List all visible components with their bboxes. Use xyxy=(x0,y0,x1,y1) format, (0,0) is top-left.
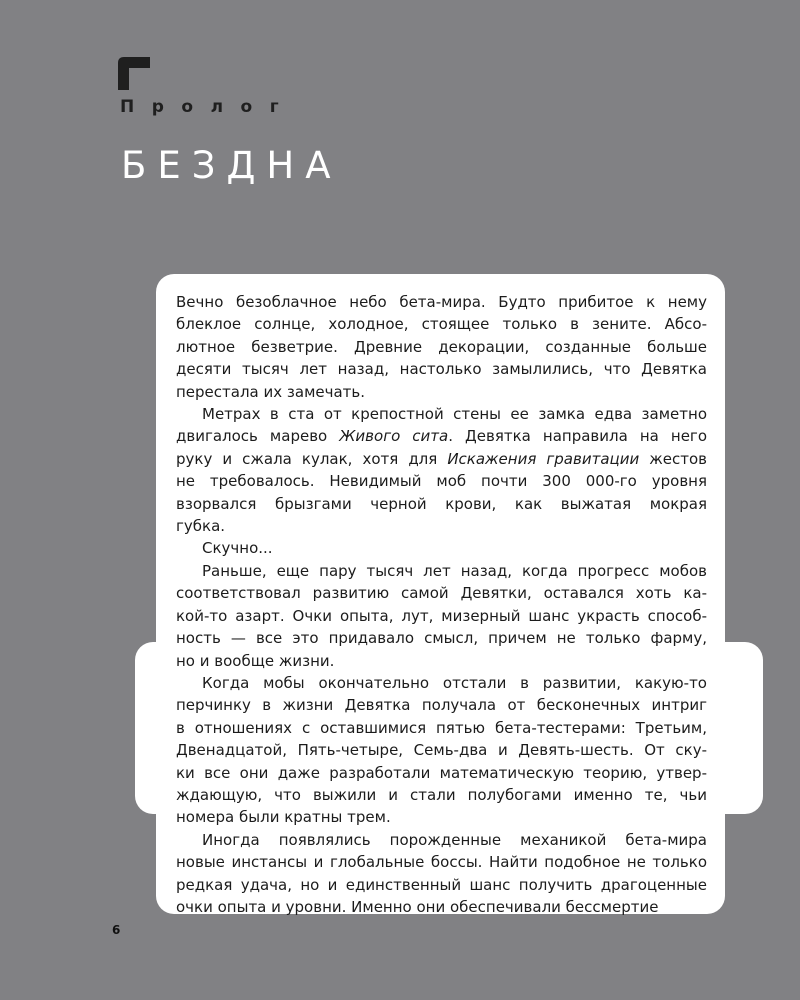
text-line: перчинку в жизни Девятка получала от бесконечных интриг xyxy=(176,696,707,715)
text-line: губка. xyxy=(176,517,226,536)
text-line: ки все они даже разработали математическую теорию, утвер- xyxy=(176,763,707,782)
paragraph xyxy=(176,403,707,537)
text-line: Раньше, еще пару тысяч лет назад, когда прогресс мобов xyxy=(202,561,707,580)
text-line: двигалось марево Живого сита. Девятка направила на него xyxy=(176,427,707,446)
text-line: ждающую, что выжили и стали полубогами именно те, чьи xyxy=(176,785,707,804)
text-line: лютное безветрие. Древние декорации, созданные больше xyxy=(176,337,707,356)
text-line: новые инстансы и глобальные боссы. Найти подобное не только xyxy=(176,853,707,872)
text-line: руку и сжала кулак, хотя для Искажения гравитации жестов xyxy=(176,449,707,468)
body-text xyxy=(176,291,707,918)
italic-phrase: Живого сита xyxy=(339,427,449,446)
text-line: не требовалось. Невидимый моб почти 300 000-го уровня xyxy=(176,472,707,491)
italic-phrase: Искажения гравитации xyxy=(447,449,640,468)
paragraph xyxy=(176,560,707,672)
paragraph xyxy=(176,537,707,559)
text-line: Метрах в ста от крепостной стены ее замка едва заметно xyxy=(202,405,707,424)
text-line: в отношениях с оставшимися пятью бета-тестерами: Третьим, xyxy=(176,718,707,737)
text-line: Когда мобы окончательно отстали в развитии, какую-то xyxy=(202,673,707,692)
text-line: но и вообще жизни. xyxy=(176,651,335,670)
text-line: кой-то азарт. Очки опыта, лут, мизерный шанс украсть способ- xyxy=(176,606,707,625)
chapter-label: Пролог xyxy=(120,97,297,117)
paragraph xyxy=(176,829,707,919)
page-number: 6 xyxy=(112,923,121,937)
text-line: перестала их замечать. xyxy=(176,382,366,401)
text-line: номера были кратны трем. xyxy=(176,808,391,827)
text-line: ность — все это придавало смысл, причем не только фарму, xyxy=(176,629,707,648)
text-line: редкая удача, но и единственный шанс получить драгоценные xyxy=(176,875,707,894)
corner-bracket-icon xyxy=(118,57,150,90)
text-line: блеклое солнце, холодное, стоящее только в зените. Абсо- xyxy=(176,315,707,334)
text-line: Иногда появлялись порожденные механикой бета-мира xyxy=(202,830,707,849)
text-line: Вечно безоблачное небо бета-мира. Будто прибитое к нему xyxy=(176,293,707,311)
chapter-title: БЕЗДНА xyxy=(121,144,342,187)
text-line: Двенадцатой, Пять-четыре, Семь-два и Девять-шесть. От ску- xyxy=(176,741,707,760)
paragraph xyxy=(176,291,707,403)
text-line: очки опыта и уровни. Именно они обеспечивали бессмертие xyxy=(176,897,659,916)
paragraph xyxy=(176,672,707,829)
text-line: Скучно... xyxy=(202,539,273,558)
text-line: десяти тысяч лет назад, настолько замылились, что Девятка xyxy=(176,360,707,379)
text-line: соответствовал развитию самой Девятки, оставался хоть ка- xyxy=(176,584,707,603)
text-line: взорвался брызгами черной крови, как выжатая мокрая xyxy=(176,494,707,513)
